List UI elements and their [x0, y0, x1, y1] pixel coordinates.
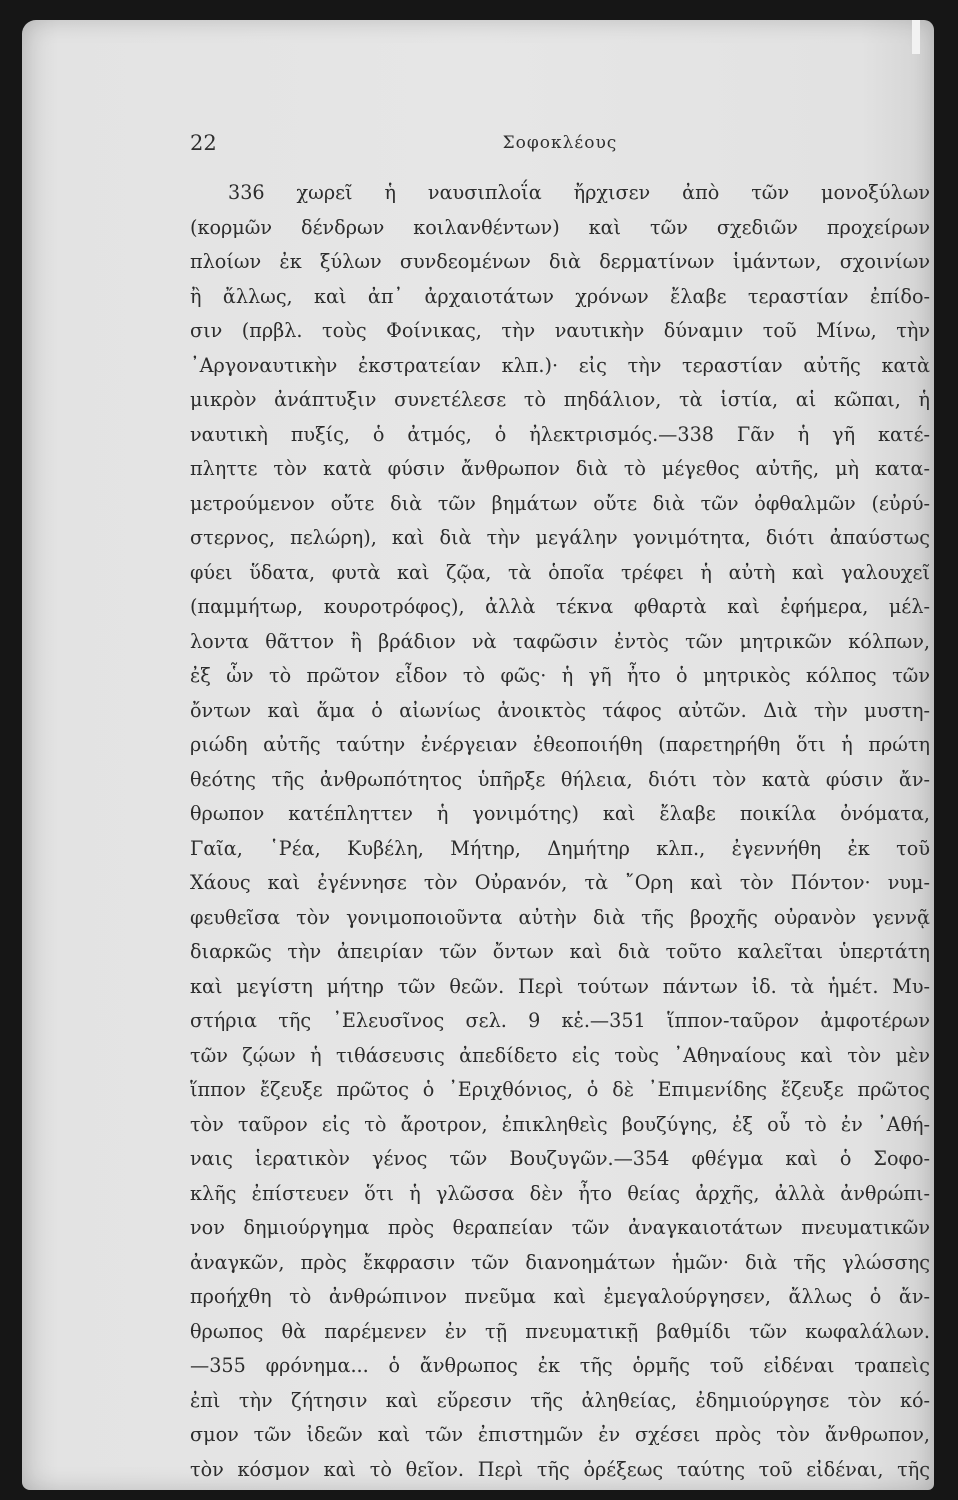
- text-line: καὶ μεγίστη μήτηρ τῶν θεῶν. Περὶ τούτων πάντων ἰδ. τὰ ἡμέτ. Μυ-: [190, 974, 930, 998]
- text-line: θεότης τῆς ἀνθρωπότητος ὑπῆρξε θήλεια, διότι τὸν κατὰ φύσιν ἄν-: [190, 767, 930, 791]
- page-number: 22: [190, 131, 217, 155]
- text-line: —355 φρόνημα... ὁ ἄνθρωπος ἐκ τῆς ὁρμῆς τοῦ εἰδέναι τραπεὶς: [190, 1354, 930, 1377]
- text-line: πληττε τὸν κατὰ φύσιν ἄνθρωπον διὰ τὸ μέγεθος αὐτῆς, μὴ κατα-: [190, 457, 930, 480]
- text-line: ριώδη αὐτῆς ταύτην ἐνέργειαν ἐθεοποιήθη (παρετηρήθη ὅτι ἡ πρώτη: [190, 733, 930, 756]
- text-line: τὸν ταῦρον εἰς τὸ ἄροτρον, ἐπικληθεὶς βουζύγης, ἐξ οὗ τὸ ἐν ᾽Αθή-: [190, 1112, 930, 1136]
- text-line: στήρια τῆς ᾽Ελευσῖνος σελ. 9 κἑ.—351 ἵππον-ταῦρον ἀμφοτέρων: [190, 1009, 930, 1032]
- text-line: Γαῖα, ῾Ρέα, Κυβέλη, Μήτηρ, Δημήτηρ κλπ., ἐγεννήθη ἐκ τοῦ: [190, 836, 930, 860]
- text-line: θρωπον κατέπληττεν ἡ γονιμότης) καὶ ἔλαβε ποικίλα ὀνόματα,: [190, 802, 930, 825]
- page-header: [190, 131, 930, 161]
- commentary-text: [190, 176, 930, 1487]
- text-line: λοντα θᾶττον ἢ βράδιον νὰ ταφῶσιν ἐντὸς τῶν μητρικῶν κόλπων,: [190, 629, 930, 653]
- text-line: θρωπος θὰ παρέμενεν ἐν τῇ πνευματικῇ βαθμίδι τῶν κωφαλάλων.: [190, 1319, 930, 1343]
- text-line: σμον τῶν ἰδεῶν καὶ τῶν ἐπιστημῶν ἐν σχέσει πρὸς τὸν ἄνθρωπον,: [190, 1423, 930, 1446]
- running-head: Σοφοκλέους: [502, 133, 618, 153]
- text-line: ᾽Αργοναυτικὴν ἐκστρατείαν κλπ.)· εἰς τὴν τεραστίαν αὐτῆς κατὰ: [190, 353, 930, 377]
- text-line: ὄντων καὶ ἅμα ὁ αἰωνίως ἀνοικτὸς τάφος αὐτῶν. Διὰ τὴν μυστη-: [190, 698, 930, 722]
- text-line: τὸν κόσμον καὶ τὸ θεῖον. Περὶ τῆς ὀρέξεως ταύτης τοῦ εἰδέναι, τῆς: [190, 1457, 930, 1481]
- text-line: ἐξ ὧν τὸ πρῶτον εἶδον τὸ φῶς· ἡ γῆ ἦτο ὁ μητρικὸς κόλπος τῶν: [190, 664, 930, 687]
- text-line: ναις ἱερατικὸν γένος τῶν Βουζυγῶν.—354 φθέγμα καὶ ὁ Σοφο-: [190, 1147, 930, 1170]
- text-line: μικρὸν ἀνάπτυξιν συνετέλεσε τὸ πηδάλιον, τὰ ἱστία, αἱ κῶπαι, ἡ: [190, 388, 930, 411]
- text-line: σιν (πρβλ. τοὺς Φοίνικας, τὴν ναυτικὴν δύναμιν τοῦ Μίνω, τὴν: [190, 319, 930, 342]
- text-line: τῶν ζῴων ἡ τιθάσευσις ἀπεδίδετο εἰς τοὺς ᾽Αθηναίους καὶ τὸν μὲν: [190, 1043, 930, 1067]
- text-line: προήχθη τὸ ἀνθρώπινον πνεῦμα καὶ ἐμεγαλούργησεν, ἄλλως ὁ ἄν-: [190, 1285, 930, 1308]
- page-corner-mark: [912, 20, 920, 54]
- text-line: πλοίων ἐκ ξύλων συνδεομένων διὰ δερματίνων ἱμάντων, σχοινίων: [190, 250, 930, 273]
- text-line: 336 χωρεῖ ἡ ναυσιπλοΐα ἤρχισεν ἀπὸ τῶν μονοξύλων: [228, 181, 930, 204]
- text-line: ναυτικὴ πυξίς, ὁ ἀτμός, ὁ ἠλεκτρισμός.—338 Γᾶν ἡ γῆ κατέ-: [190, 422, 930, 446]
- text-line: διαρκῶς τὴν ἀπειρίαν τῶν ὄντων καὶ διὰ τοῦτο καλεῖται ὑπερτάτη: [190, 940, 930, 963]
- text-line: ἢ ἄλλως, καὶ ἀπ᾽ ἀρχαιοτάτων χρόνων ἔλαβε τεραστίαν ἐπίδο-: [190, 284, 930, 308]
- text-line: νον δημιούργημα πρὸς θεραπείαν τῶν ἀναγκαιοτάτων πνευματικῶν: [190, 1216, 930, 1239]
- text-line: ἵππον ἔζευξε πρῶτος ὁ ᾽Εριχθόνιος, ὁ δὲ ᾽Επιμενίδης ἔζευξε πρῶτος: [190, 1078, 930, 1101]
- text-line: (κορμῶν δένδρων κοιλανθέντων) καὶ τῶν σχεδιῶν προχείρων: [190, 215, 930, 239]
- text-line: στερνος, πελώρη), καὶ διὰ τὴν μεγάλην γονιμότητα, διότι ἀπαύστως: [190, 526, 930, 549]
- text-line: κλῆς ἐπίστευεν ὅτι ἡ γλῶσσα δὲν ἦτο θείας ἀρχῆς, ἀλλὰ ἀνθρώπι-: [190, 1181, 930, 1205]
- text-line: μετρούμενον οὔτε διὰ τῶν βημάτων οὔτε διὰ τῶν ὀφθαλμῶν (εὐρύ-: [190, 491, 930, 515]
- text-line: ἀναγκῶν, πρὸς ἔκφρασιν τῶν διανοημάτων ἡμῶν· διὰ τῆς γλώσσης: [190, 1250, 930, 1274]
- text-line: φευθεῖσα τὸν γονιμοποιοῦντα αὐτὴν διὰ τῆς βροχῆς οὐρανὸν γεννᾷ: [190, 905, 930, 929]
- text-line: Χάους καὶ ἐγέννησε τὸν Οὐρανόν, τὰ ῎Ορη καὶ τὸν Πόντον· νυμ-: [190, 871, 930, 894]
- text-line: ἐπὶ τὴν ζήτησιν καὶ εὕρεσιν τῆς ἀληθείας, ἐδημιούργησε τὸν κό-: [190, 1388, 930, 1412]
- text-line: φύει ὕδατα, φυτὰ καὶ ζῷα, τὰ ὁποῖα τρέφει ἡ αὐτὴ καὶ γαλουχεῖ: [190, 560, 930, 584]
- text-line: (παμμήτωρ, κουροτρόφος), ἀλλὰ τέκνα φθαρτὰ καὶ ἐφήμερα, μέλ-: [190, 595, 930, 618]
